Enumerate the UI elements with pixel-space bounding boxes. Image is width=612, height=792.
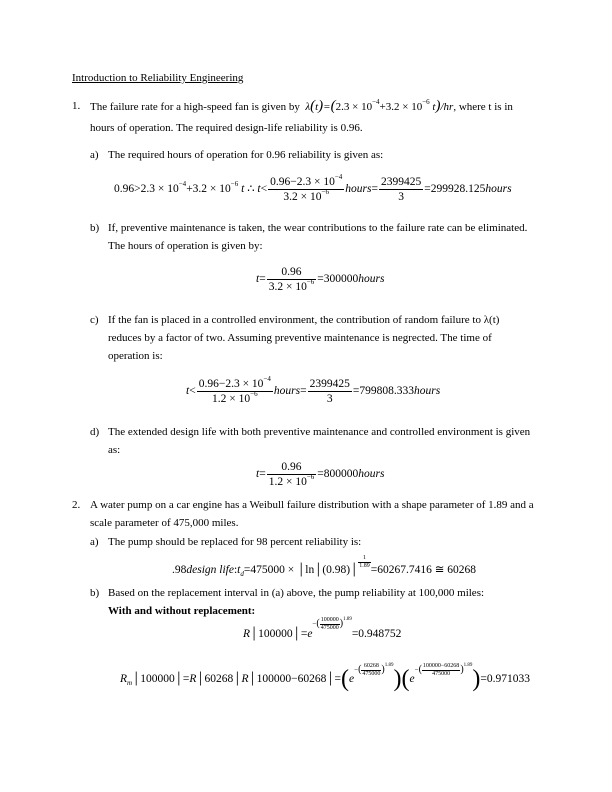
q1a-equation: $0.96>2.3 \times 10^{-4}+3.2 \times 10^{-6}$ t ∴ t< $\frac{0.96-2.3 \times 10^{-4}}{3.2 \times 10^{-6}}$ hours= $\frac{2399425}{3}$ =299928.125hours bbox=[114, 173, 512, 203]
q1d-line2: as: bbox=[108, 444, 121, 456]
failure-rate-formula: $\lambda(t)=(2.3 \times 10^{-4}+3.2 \times 10^{-6}$ t)/hr bbox=[302, 98, 454, 114]
q2b-equation-1: $R│100000│=e^{-( \frac{100000}{475000} )^{1.89}}=0.948752$ bbox=[243, 617, 402, 641]
q1d-label: d) bbox=[90, 426, 100, 438]
q2b-r2-result: =0.971033 bbox=[480, 673, 531, 686]
q2a-label: a) bbox=[90, 536, 99, 548]
q1-text-post: , where t is in bbox=[453, 101, 513, 113]
q1b-line1: If, preventive maintenance is taken, the wear contributions to the failure rate can be eliminated. bbox=[108, 222, 528, 234]
q1-text-line1 bbox=[90, 99, 513, 114]
q1c-line1: If the fan is placed in a controlled environment, the contribution of random failure to λ(t) bbox=[108, 314, 500, 326]
q1-text-pre: The failure rate for a high-speed fan is given by bbox=[90, 101, 300, 113]
q2b-label: b) bbox=[90, 587, 100, 599]
q1c-equation: t< $\frac{0.96-2.3 \times 10^{-4}}{1.2 \times 10^{-6}}$ hours= $\frac{2399425}{3}$ =799808.333hours bbox=[186, 375, 441, 405]
q2a-eq-post: =60267.7416 ≅ 60268 bbox=[370, 564, 477, 576]
q1d-line1: The extended design life with both preventive maintenance and controlled environment is given bbox=[108, 426, 531, 438]
q2b-text: Based on the replacement interval in (a) above, the pump reliability at 100,000 miles: bbox=[108, 587, 485, 599]
q1a-result: =299928.125 bbox=[424, 183, 486, 196]
q1-text-line2: hours of operation. The required design-life reliability is 0.96. bbox=[90, 122, 363, 134]
q2a-eq-mid: =475000 × │ln│(0.98)│ bbox=[243, 564, 359, 576]
q1c-line3: operation is: bbox=[108, 350, 163, 362]
q2b-equation-2: $R_m│100000│=R│60268│R│100000-60268│=(e^{-( \frac{60268}{475000} )^{1.89}})(e^{-( \frac{100000-60268}{475000} )^{1.89}})=0.971033$ bbox=[120, 663, 531, 692]
q2a-text: The pump should be replaced for 98 percent reliability is: bbox=[108, 536, 362, 548]
q2-line2: scale parameter of 475,000 miles. bbox=[90, 517, 239, 529]
q2a-equation: .98design $life:t_d=475000$ × │ln│(0.98)│ $\frac{1}{1.89}$ =60267.7416 ≅ 60268 bbox=[172, 554, 477, 578]
page-title: Introduction to Reliability Engineering bbox=[72, 72, 244, 84]
q1d-result: =800000 bbox=[317, 468, 359, 481]
q1b-equation: t= $\frac{0.96}{3.2 \times 10^{-6}}$ =300000hours bbox=[256, 266, 385, 293]
q1b-result: =300000 bbox=[317, 273, 359, 286]
q2a-eq-pre: .98 bbox=[172, 564, 187, 576]
q1b-line2: The hours of operation is given by: bbox=[108, 240, 263, 252]
q1d-equation: t= $\frac{0.96}{1.2 \times 10^{-6}}$ =800000hours bbox=[256, 461, 385, 488]
q1c-line2: reduces by a factor of two. Assuming preventive maintenance is negrected. The time of bbox=[108, 332, 492, 344]
q2b-r1-result: =0.948752 bbox=[351, 628, 402, 641]
q2-line1: A water pump on a car engine has a Weibull failure distribution with a shape parameter of 1.89 and a bbox=[90, 499, 534, 511]
q1c-label: c) bbox=[90, 314, 99, 326]
q1c-result: =799808.333 bbox=[352, 385, 414, 398]
q1a-text: The required hours of operation for 0.96 reliability is given as: bbox=[108, 149, 384, 161]
q1-number: 1. bbox=[72, 100, 81, 112]
q1a-label: a) bbox=[90, 149, 99, 161]
q2b-bold-heading: With and without replacement: bbox=[108, 605, 256, 617]
q1b-label: b) bbox=[90, 222, 100, 234]
q2-number: 2. bbox=[72, 499, 81, 511]
